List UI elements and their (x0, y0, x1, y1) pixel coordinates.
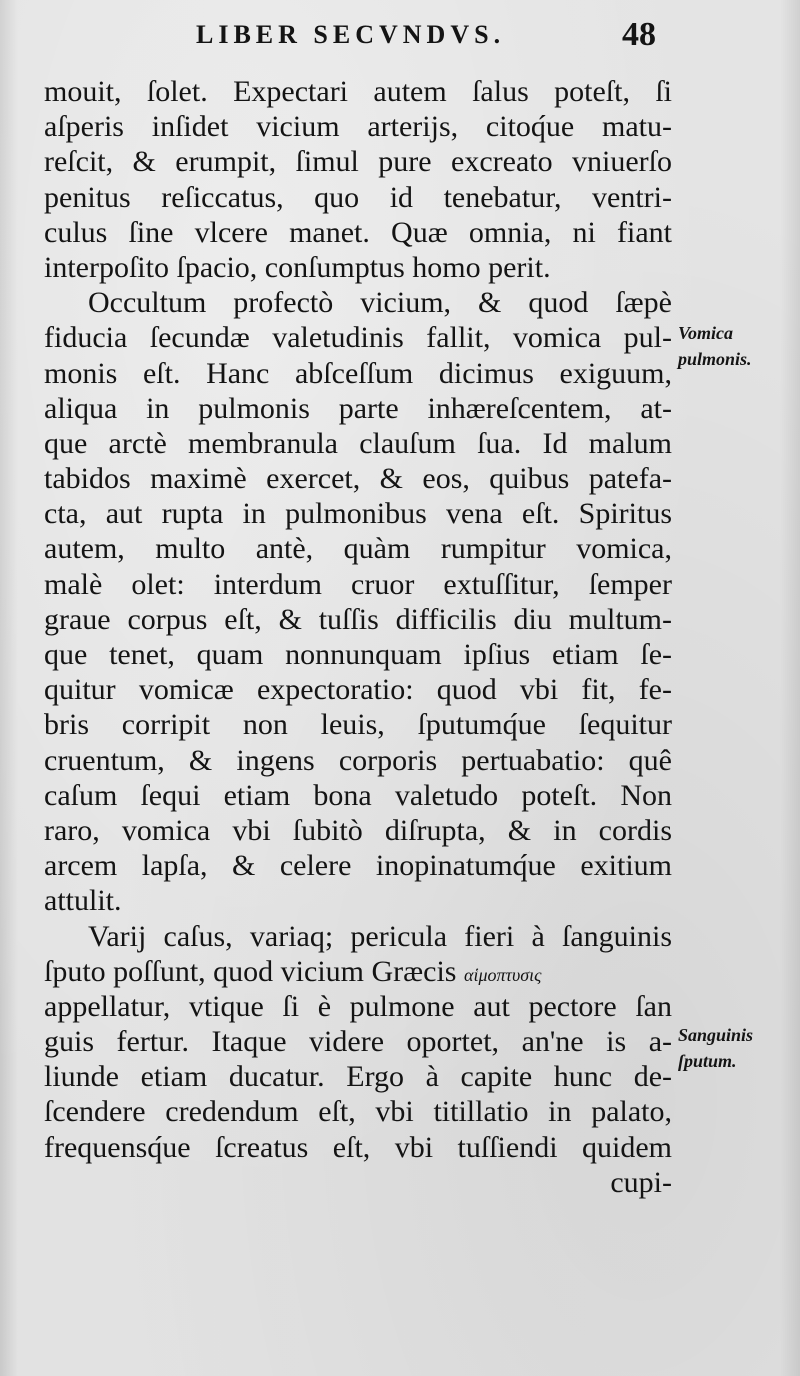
greek-word: αἱμοπτυσις (464, 964, 542, 985)
text-line: Varij caſus, variaq; pericula fieri à ſanguinis (88, 919, 672, 953)
text-line: cta, aut rupta in pulmonibus vena eſt. Spiritus (44, 497, 672, 531)
text-segment: ſputo poſſunt, quod vicium Græcis (44, 954, 457, 988)
text-line: guis fertur. Itaque videre oportet, an'ne is a- (44, 1025, 672, 1059)
text-line: graue corpus eſt, & tuſſis difficilis diu multum- (44, 602, 672, 636)
text-line: interpoſito ſpacio, conſumptus homo perit. (44, 250, 551, 284)
running-title: LIBER SECVNDVS. (196, 20, 506, 49)
page-header (0, 14, 800, 58)
text-line: aliqua in pulmonis parte inhæreſcentem, at- (44, 391, 672, 425)
text-line: frequensq́ue ſcreatus eſt, vbi tuſſiendi quidem (44, 1130, 672, 1164)
margin-note-line: ſputum. (678, 1051, 737, 1071)
text-line: liunde etiam ducatur. Ergo à capite hunc de- (44, 1060, 672, 1094)
text-line: raro, vomica vbi ſubitò diſrupta, & in cordis (44, 813, 672, 847)
text-line: que tenet, quam nonnunquam ipſius etiam ſe- (44, 638, 672, 671)
margin-note-line: Vomica (678, 323, 734, 343)
margin-note-vomica (678, 320, 798, 372)
text-line: fiducia ſecundæ valetudinis fallit, vomica pul- (44, 321, 672, 355)
text-line: arcem lapſa, & celere inopinatumq́ue exitium (44, 849, 672, 883)
text-line: autem, multo antè, quàm rumpitur vomica, (44, 532, 672, 566)
text-line: Occultum profectò vicium, & quod ſæpè (88, 286, 672, 320)
text-line: quitur vomicæ expectoratio: quod vbi fit, fe- (44, 673, 672, 707)
text-line: tabidos maximè exercet, & eos, quibus patefa- (44, 462, 672, 496)
text-line: malè olet: interdum cruor extuſſitur, ſemper (44, 567, 672, 601)
text-line: ſcendere credendum eſt, vbi titillatio in palato, (44, 1095, 672, 1129)
text-line: penitus reſiccatus, quo id tenebatur, ventri- (44, 180, 672, 214)
margin-note-line: Sanguinis (678, 1025, 754, 1045)
body-text (44, 74, 672, 1200)
margin-note-line: pulmonis. (678, 349, 752, 369)
text-line: appellatur, vtique ſi è pulmone aut pectore ſan (44, 989, 672, 1023)
page-number: 48 (622, 16, 656, 53)
text-line: aſperis inſidet vicium arterijs, citoq́ue matu- (44, 110, 672, 144)
text-line: cruentum, & ingens corporis pertuabatio: quê (44, 743, 672, 777)
text-line: monis eſt. Hanc abſceſſum dicimus exiguum, (44, 356, 672, 390)
text-line: caſum ſequi etiam bona valetudo poteſt. Non (44, 778, 672, 812)
text-line: culus ſine vlcere manet. Quæ omnia, ni fiant (44, 215, 672, 249)
catchword: cupi- (610, 1165, 672, 1199)
text-line: reſcit, & erumpit, ſimul pure excreato vniuerſo (44, 145, 672, 179)
margin-note-sanguinis (678, 1022, 798, 1074)
text-line: bris corripit non leuis, ſputumq́ue ſequitur (44, 708, 672, 742)
text-line: attulit. (44, 884, 122, 918)
text-line: que arctè membranula clauſum ſua. Id malum (44, 426, 672, 460)
text-line-with-greek (44, 954, 672, 989)
text-line: mouit, ſolet. Expectari autem ſalus poteſt, ſi (44, 75, 672, 108)
